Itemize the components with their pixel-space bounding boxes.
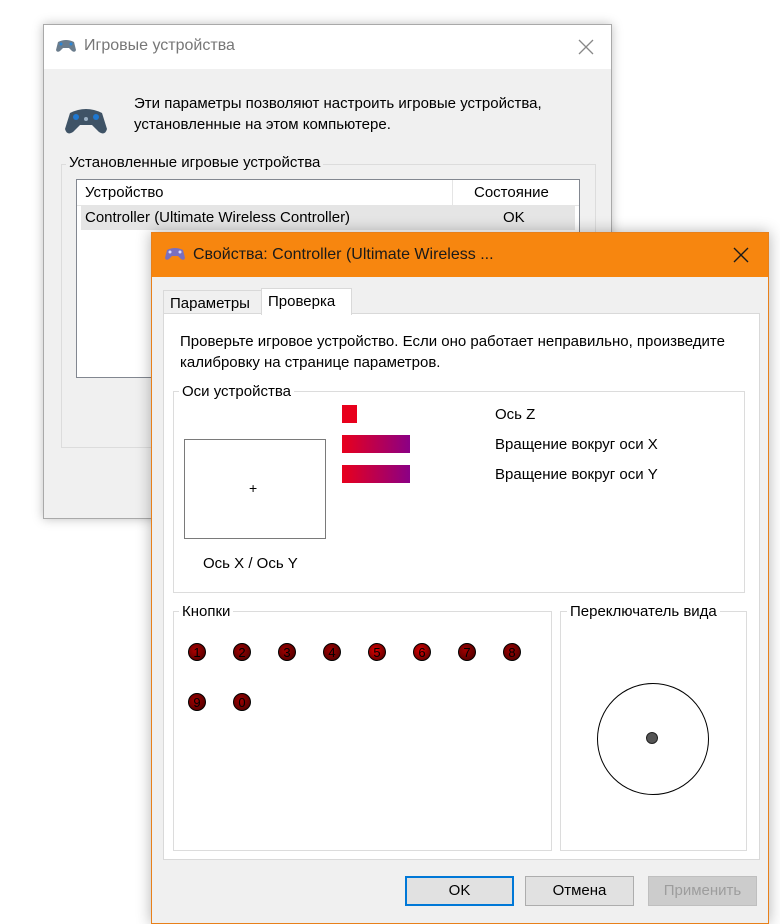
buttons-group-label: Кнопки — [179, 603, 233, 620]
ok-button[interactable]: OK — [405, 876, 514, 906]
dialog-title: Свойства: Controller (Ultimate Wireless ... — [193, 246, 494, 263]
pov-group-label: Переключатель вида — [567, 603, 720, 620]
gamepad-large-icon — [64, 105, 108, 141]
tab-test-label: Проверка — [268, 293, 336, 310]
xy-axis-box — [184, 439, 326, 539]
test-tab-panel — [163, 313, 760, 860]
xy-axis-label: Ось X / Ось Y — [203, 555, 298, 572]
pov-indicator — [597, 683, 709, 795]
joystick-button-5: 5 — [368, 643, 386, 661]
x-rotation-bar-fill — [342, 435, 410, 453]
list-item[interactable] — [81, 206, 575, 230]
joystick-button-1: 1 — [188, 643, 206, 661]
joystick-button-0: 0 — [233, 693, 251, 711]
tab-test[interactable] — [261, 288, 352, 315]
controller-properties-dialog — [151, 232, 769, 924]
window-title: Игровые устройства — [84, 37, 235, 54]
x-rotation-bar — [342, 435, 410, 453]
z-axis-bar — [342, 405, 410, 423]
joystick-button-2: 2 — [233, 643, 251, 661]
z-axis-bar-fill — [342, 405, 357, 423]
device-status: OK — [503, 209, 525, 226]
dialog-title-bar — [152, 233, 768, 277]
y-rotation-bar-fill — [342, 465, 410, 483]
joystick-button-7: 7 — [458, 643, 476, 661]
pov-center-dot — [646, 732, 658, 744]
joystick-button-8: 8 — [503, 643, 521, 661]
xy-position-marker: + — [249, 480, 258, 496]
tab-settings-label: Параметры — [170, 295, 250, 312]
gamepad-icon — [164, 246, 186, 266]
x-rotation-label: Вращение вокруг оси X — [495, 436, 658, 453]
column-header-device[interactable]: Устройство — [85, 184, 164, 201]
list-header — [77, 180, 579, 206]
gamepad-icon — [55, 38, 77, 58]
close-icon[interactable] — [571, 34, 601, 60]
z-axis-label: Ось Z — [495, 406, 536, 423]
device-name: Controller (Ultimate Wireless Controller) — [85, 209, 351, 226]
y-rotation-bar — [342, 465, 410, 483]
installed-devices-label: Установленные игровые устройства — [66, 154, 323, 171]
window-description: Эти параметры позволяют настроить игровые устройства, установленные на этом компьютере. — [134, 95, 542, 133]
column-header-status[interactable]: Состояние — [474, 184, 549, 201]
close-icon[interactable] — [726, 242, 756, 268]
test-description: Проверьте игровое устройство. Если оно работает неправильно, произведите калибровку на странице параметров. — [180, 333, 725, 371]
y-rotation-label: Вращение вокруг оси Y — [495, 466, 658, 483]
joystick-button-9: 9 — [188, 693, 206, 711]
column-separator — [452, 180, 453, 205]
axes-group-label: Оси устройства — [179, 383, 294, 400]
buttons-group — [173, 611, 552, 851]
apply-button[interactable]: Применить — [648, 876, 757, 906]
joystick-button-3: 3 — [278, 643, 296, 661]
tab-settings[interactable] — [163, 290, 262, 314]
joystick-button-4: 4 — [323, 643, 341, 661]
cancel-button[interactable]: Отмена — [525, 876, 634, 906]
title-bar — [44, 25, 611, 69]
joystick-button-6: 6 — [413, 643, 431, 661]
